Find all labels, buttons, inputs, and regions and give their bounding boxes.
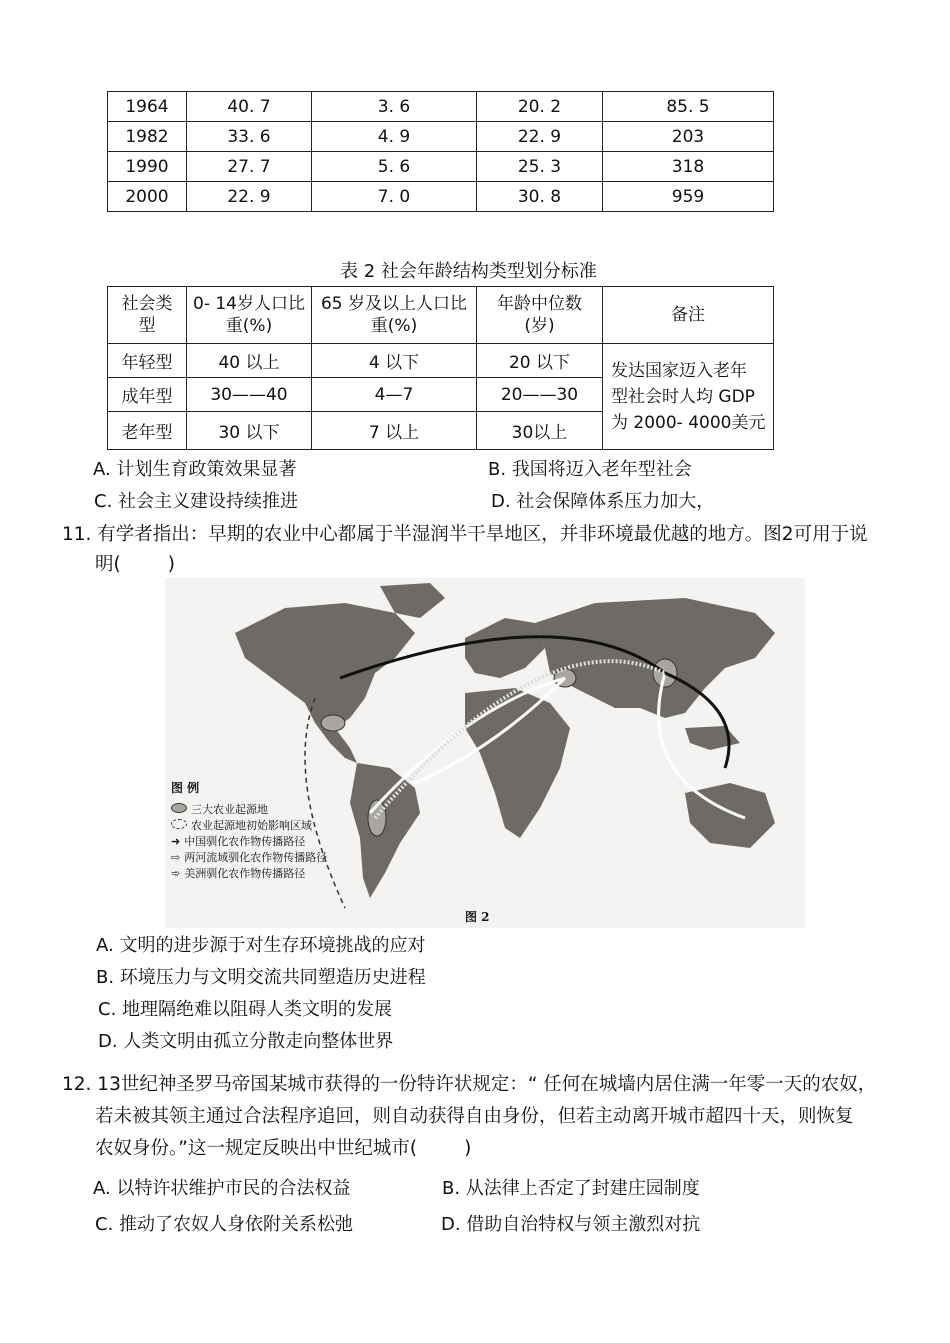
table-cell: 1982 [108, 122, 187, 152]
map-legend [171, 780, 327, 882]
table-cell: 25. 3 [477, 152, 603, 182]
table-cell: 30 以下 [187, 412, 312, 450]
q11-option-d[interactable]: D. 人类文明由孤立分散走向整体世界 [98, 1031, 394, 1052]
q12-stem: 12. 13世纪神圣罗马帝国某城市获得的一份特许状规定：“ 任何在城墙内居住满一年零一天的农奴， [62, 1074, 877, 1095]
table-cell: 2000 [108, 182, 187, 212]
legend-item: ⇨ 两河流域驯化农作物传播路径 [171, 851, 328, 864]
table-row [108, 92, 774, 122]
table-cell: 7. 0 [312, 182, 477, 212]
q11-stem: 11. 有学者指出：早期的农业中心都属于半湿润半干旱地区，并非环境最优越的地方。图2可用于说 [62, 524, 868, 545]
legend-item: 农业起源地初始影响区域 [171, 818, 327, 834]
table-header-cell: 社会类 型 [108, 287, 187, 344]
q11-stem-cont: 明( ) [95, 554, 175, 575]
origin-swatch-icon [171, 803, 187, 813]
q11-option-c[interactable]: C. 地理隔绝难以阻碍人类文明的发展 [98, 999, 393, 1020]
table-caption: 表 2 社会年龄结构类型划分标准 [340, 261, 597, 282]
influence-swatch-icon [171, 819, 187, 829]
table-row [108, 122, 774, 152]
table-cell: 7 以上 [312, 412, 477, 450]
table-cell: 4. 9 [312, 122, 477, 152]
crop-diffusion-map [165, 578, 805, 928]
table-cell: 1964 [108, 92, 187, 122]
table-cell: 4 以下 [312, 344, 477, 378]
table-cell: 20——30 [477, 378, 603, 412]
table-cell: 3. 6 [312, 92, 477, 122]
table-cell: 959 [603, 182, 774, 212]
table-cell: 203 [603, 122, 774, 152]
table-cell: 20 以下 [477, 344, 603, 378]
q12-option-d[interactable]: D. 借助自治特权与领主激烈对抗 [441, 1214, 701, 1235]
figure-caption: 图 2 [465, 910, 490, 924]
table-cell: 27. 7 [187, 152, 312, 182]
black-arrow-icon: ➜ [171, 835, 181, 848]
table-header-cell: 年龄中位数 (岁) [477, 287, 603, 344]
table-cell: 5. 6 [312, 152, 477, 182]
q12-option-c[interactable]: C. 推动了农奴人身依附关系松弛 [95, 1214, 354, 1235]
age-structure-table [107, 286, 774, 450]
table-cell: 22. 9 [187, 182, 312, 212]
legend-item: ➾ 美洲驯化农作物传播路径 [171, 867, 306, 880]
table-cell: 老年型 [108, 412, 187, 450]
hatched-arrow-icon: ➾ [171, 867, 181, 880]
table-cell: 318 [603, 152, 774, 182]
table-cell: 85. 5 [603, 92, 774, 122]
table-cell: 40. 7 [187, 92, 312, 122]
legend-item: ➜ 中国驯化农作物传播路径 [171, 835, 306, 848]
white-arrow-icon: ⇨ [171, 851, 181, 864]
table-cell: 40 以上 [187, 344, 312, 378]
table-cell: 1990 [108, 152, 187, 182]
table-header-cell: 65 岁及以上人口比 重(%) [312, 287, 477, 344]
table-row [108, 152, 774, 182]
legend-item: 三大农业起源地 [171, 802, 327, 818]
table-note-cell: 发达国家迈入老年 型社会时人均 GDP 为 2000- 4000美元 [603, 344, 774, 450]
table-cell: 33. 6 [187, 122, 312, 152]
table-cell: 30——40 [187, 378, 312, 412]
q12-option-a[interactable]: A. 以特许状维护市民的合法权益 [93, 1178, 351, 1199]
q11-option-b[interactable]: B. 环境压力与文明交流共同塑造历史进程 [96, 967, 426, 988]
table-cell: 成年型 [108, 378, 187, 412]
q10-option-c[interactable]: C. 社会主义建设持续推进 [94, 491, 299, 512]
table-cell: 30以上 [477, 412, 603, 450]
q12-stem-cont2: 农奴身份。”这一规定反映出中世纪城市( ) [95, 1138, 472, 1159]
table-row [108, 182, 774, 212]
q10-option-d[interactable]: D. 社会保障体系压力加大， [491, 491, 715, 512]
table-cell: 30. 8 [477, 182, 603, 212]
q10-option-b[interactable]: B. 我国将迈入老年型社会 [488, 459, 692, 480]
table-cell: 22. 9 [477, 122, 603, 152]
table-header-row [108, 287, 774, 344]
q12-stem-cont: 若未被其领主通过合法程序追回，则自动获得自由身份，但若主动离开城市超四十天，则恢复 [95, 1106, 854, 1127]
table-cell: 4—7 [312, 378, 477, 412]
table-cell: 年轻型 [108, 344, 187, 378]
q12-option-b[interactable]: B. 从法律上否定了封建庄园制度 [442, 1178, 700, 1199]
legend-title: 图 例 [171, 781, 200, 795]
table-header-cell: 0- 14岁人口比 重(%) [187, 287, 312, 344]
q10-option-a[interactable]: A. 计划生育政策效果显著 [93, 459, 297, 480]
q11-option-a[interactable]: A. 文明的进步源于对生存环境挑战的应对 [96, 935, 426, 956]
table-header-cell: 备注 [603, 287, 774, 344]
table-cell: 20. 2 [477, 92, 603, 122]
table-row [108, 344, 774, 378]
population-table [107, 91, 774, 212]
